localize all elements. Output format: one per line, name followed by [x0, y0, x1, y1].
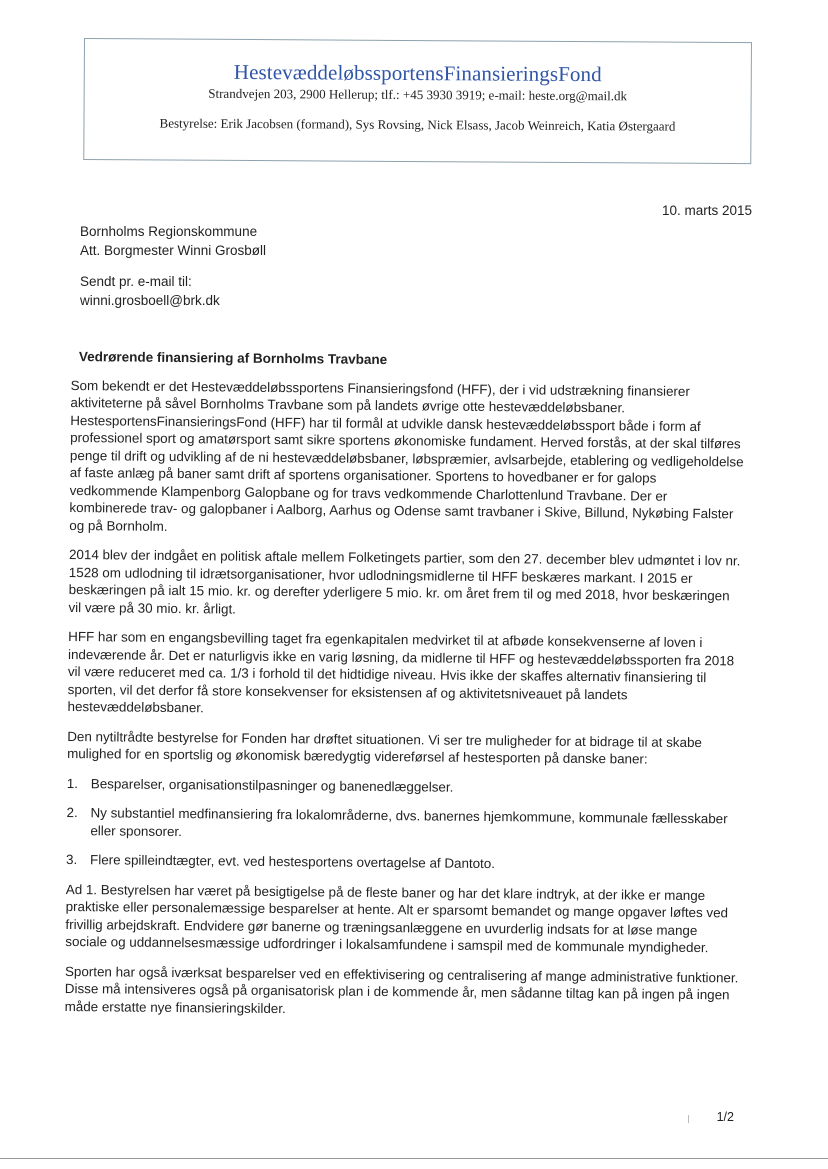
list-item-text: Ny substantiel medfinansiering fra lokalområderne, dvs. banernes hjemkommune, kommunale fællesskaber eller sponsorer.: [90, 805, 728, 839]
list-item-number: 3.: [66, 851, 78, 868]
recipient-block: [80, 222, 266, 260]
list-item: [67, 774, 743, 798]
letterhead-title: HestevæddeløbssportensFinansieringsFond: [233, 59, 602, 87]
subject-line: Vedrørende finansiering af Bornholms Travbane: [78, 349, 388, 368]
letter-date: 10. marts 2015: [661, 203, 752, 218]
list-item-number: 2.: [66, 804, 78, 821]
letter-body: [64, 348, 746, 1033]
paragraph: Som bekendt er det Hestevæddeløbssportens Finansieringsfond (HFF), der i vid udstrækning finansierer aktiviteterne på såvel Bornholms Travbane som på landets øvrige otte hestevæddeløbsbaner. HestesportensFinansieringsFond (HFF) har til formål at udvikle dansk hestevæddeløbssport både i form af professionel sport og amatørsport samt sikre sportens økonomiske fundament. Herved forstås, at der skal tilføres penge til drift og udvikling af de ni hestevæddeløbsbaner, løbspræmier, avlsarbejde, etablering og vedligeholdelse af faste anlæg på baner samt drift af sportens organisationer. Sportens to hovedbaner er for galops vedkommende Klampenborg Galopbane og for travs vedkommende Charlottenlund Travbane. Der er kombinerede trav- og galopbaner i Aalborg, Aarhus og Odense samt travbaner i Skive, Billund, Nykøbing Falster og på Bornholm.: [69, 377, 744, 534]
list-item: [66, 804, 742, 845]
list-item-text: Besparelser, organisationstilpasninger og banenedlæggelser.: [90, 775, 454, 795]
sent-label: Sendt pr. e-mail til:: [80, 274, 192, 289]
list-item-text: Flere spilleindtægter, evt. ved hestesportens overtagelse af Dantoto.: [90, 852, 496, 872]
recipient-line-2: Att. Borgmester Winni Grosbøll: [80, 243, 267, 258]
page-bottom-edge: [0, 1158, 828, 1159]
paragraph: HFF har som en engangsbevilling taget fra egenkapitalen medvirket til at afbøde konsekvenserne af loven i indeværende år. Det er naturligvis ikke en varig løsning, da midlerne til HFF og hestevæddeløbssporten fra 2018 vil være reduceret med ca. 1/3 i forhold til det hidtidige niveau. Hvis ikke der skaffes alternativ finansiering til sporten, vil det derfor få store konsekvenser for eksistensen af og aktivitetsniveauet på landets hestevæddeløbsbaner.: [67, 628, 735, 716]
paragraph: Sporten har også iværksat besparelser ved en effektivisering og centralisering af mange administrative funktioner. Disse må intensiveres også på organisatorisk plan i de kommende år, men sådanne tiltag kan på ingen på ingen måde erstatte nye finansieringskilder.: [64, 963, 739, 1016]
sent-by-block: [80, 272, 220, 310]
recipient-email: winni.grosboell@brk.dk: [80, 293, 220, 308]
paragraph: 2014 blev der indgået en politisk aftale mellem Folketingets partier, som den 27. december blev udmøntet i lov nr. 1528 om udlodning til idrætsorganisationer, hvor udlodningsmidlerne til HFF beskæres markant. I 2015 er beskæringen på ialt 15 mio. kr. og derefter yderligere 5 mio. kr. om året frem til og med 2018, hvor beskæringen vil være på 30 mio. kr. årligt.: [68, 546, 741, 617]
letterhead-address: Strandvejen 203, 2900 Hellerup; tlf.: +45 3930 3919; e-mail: heste.org@mail.dk: [208, 85, 628, 104]
paragraph: Den nytiltrådte bestyrelse for Fonden har drøftet situationen. Vi ser tre muligheder for at bidrage til at skabe mulighed for en sportslig og økonomisk bæredygtig videreførsel af hestesporten på danske baner:: [67, 728, 702, 767]
margin-mark: [688, 1115, 689, 1123]
list-item-number: 1.: [66, 775, 79, 791]
letterhead-board: Bestyrelse: Erik Jacobsen (formand), Sys Rovsing, Nick Elsass, Jacob Weinreich, Katia Østergaard: [159, 115, 676, 134]
page-number: 1/2: [716, 1110, 734, 1124]
paragraph: Ad 1. Bestyrelsen har været på besigtigelse på de fleste baner og har det klare indtryk, at der ikke er mange praktiske eller personalemæssige besparelser at hente. Alt er sparsomt bemandet og mange opgaver løftes ved frivillig arbejdskraft. Endvidere gør banerne og træningsanlæggene en uvurderlig indsats for at løse mange sociale og uddannelsesmæssige udfordringer i lokalsamfundene i samspil med de kommunale myndigheder.: [65, 881, 729, 956]
list-item: [66, 851, 742, 875]
recipient-line-1: Bornholms Regionskommune: [80, 224, 258, 239]
options-list: [66, 774, 743, 874]
letterhead-box: [83, 38, 752, 164]
